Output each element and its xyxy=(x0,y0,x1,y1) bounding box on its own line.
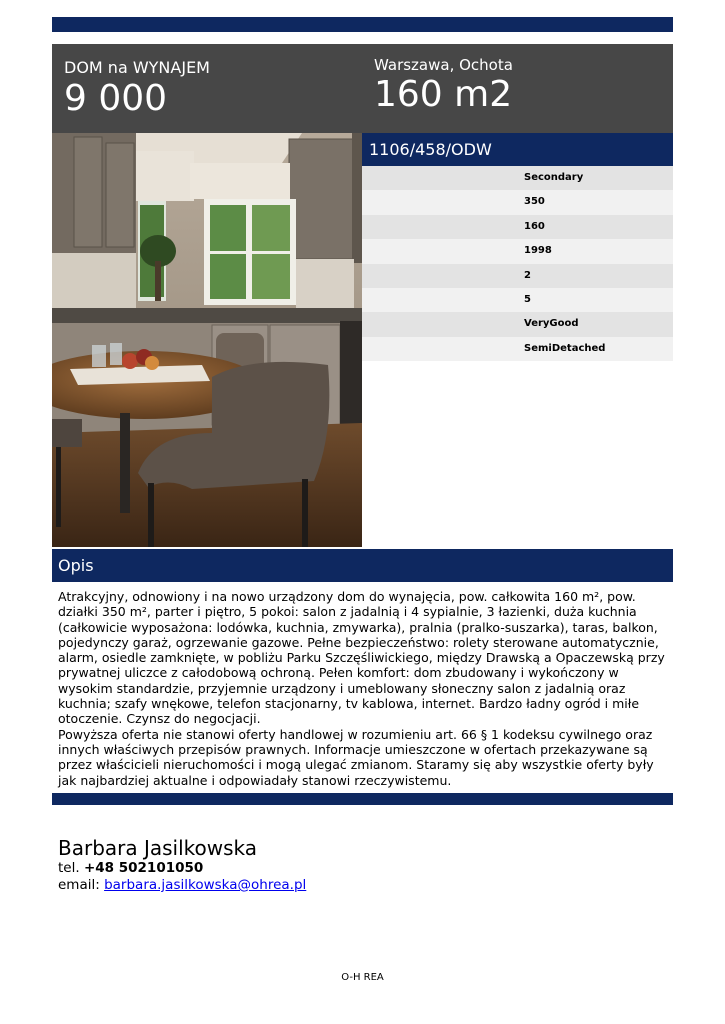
description xyxy=(58,589,670,788)
property-photo xyxy=(52,133,362,547)
spec-rooms: 5 xyxy=(362,288,673,312)
listing-header xyxy=(52,44,673,133)
listing-area: 160 m2 xyxy=(374,74,513,115)
description-text: Atrakcyjny, odnowiony i na nowo urządzony dom do wynajęcia, pow. całkowita 160 m², pow. działki 350 m², parter i piętro, 5 pokoi: salon z jadalnią i 4 sypialnie, 3 łazienki, duża kuchnia (całkowicie wyposażona: lodówka, kuchnia, zmywarka), pralnia (pralko-suszarka), taras, balkon, pojedynczy garaż, ogrzewanie gazowe. Pełne bezpieczeństwo: rolety sterowane automatycznie, alarm, osiedle zamknięte, w pobliżu Parku Szczęśliwickiego, między Drawską a Opaczewską przy prywatnej uliczce z całodobową ochroną. Pełen komfort: dom zbudowany i wykończony w wysokim standardzie, przyjemnie urządzony i umeblowany słoneczny salon z jadalnią oraz kuchnia; szafy wnękowe, telefon stacjonarny, tv kablowa, internet. Bardzo ładny ogród i miłe otoczenie. Czynsz do negocjacji. xyxy=(58,589,665,727)
agent-contact xyxy=(58,836,306,894)
listing-location: Warszawa, Ochota xyxy=(374,56,513,74)
listing-type: DOM na WYNAJEM xyxy=(64,58,210,77)
agent-email-line xyxy=(58,877,306,894)
phone-label: tel. xyxy=(58,860,80,876)
agent-phone-line xyxy=(58,860,306,877)
specs-table xyxy=(362,166,673,361)
disclaimer-text: Powyższa oferta nie stanowi oferty handlowej w rozumieniu art. 66 § 1 kodeksu cywilnego oraz innych właściwych przepisów prawnych. Informacje umieszczone w ofertach przekazywane są przez właścicieli nieruchomości i mogą ulegać zmianom. Staramy się aby wszystkie oferty były jak najbardziej aktualne i odpowiadały stanowi rzeczywistemu. xyxy=(58,726,654,788)
bottom-bar xyxy=(52,793,673,805)
spec-total-area: 160 xyxy=(362,215,673,239)
spec-condition: VeryGood xyxy=(362,312,673,336)
spec-year-built: 1998 xyxy=(362,239,673,263)
top-bar xyxy=(52,17,673,32)
spec-market: Secondary xyxy=(362,166,673,190)
agent-name: Barbara Jasilkowska xyxy=(58,836,258,860)
agent-email-link[interactable]: barbara.jasilkowska@ohrea.pl xyxy=(104,877,307,893)
listing-price: 9 000 xyxy=(64,78,168,119)
spec-plot-area: 350 xyxy=(362,190,673,214)
agent-phone: +48 502101050 xyxy=(83,860,204,876)
spec-floors: 2 xyxy=(362,264,673,288)
email-label: email: xyxy=(58,877,100,893)
spec-building-type: SemiDetached xyxy=(362,337,673,361)
reference-number: 1106/458/ODW xyxy=(362,133,673,166)
footer-company: O-H REA xyxy=(341,972,384,983)
description-title: Opis xyxy=(52,549,673,582)
